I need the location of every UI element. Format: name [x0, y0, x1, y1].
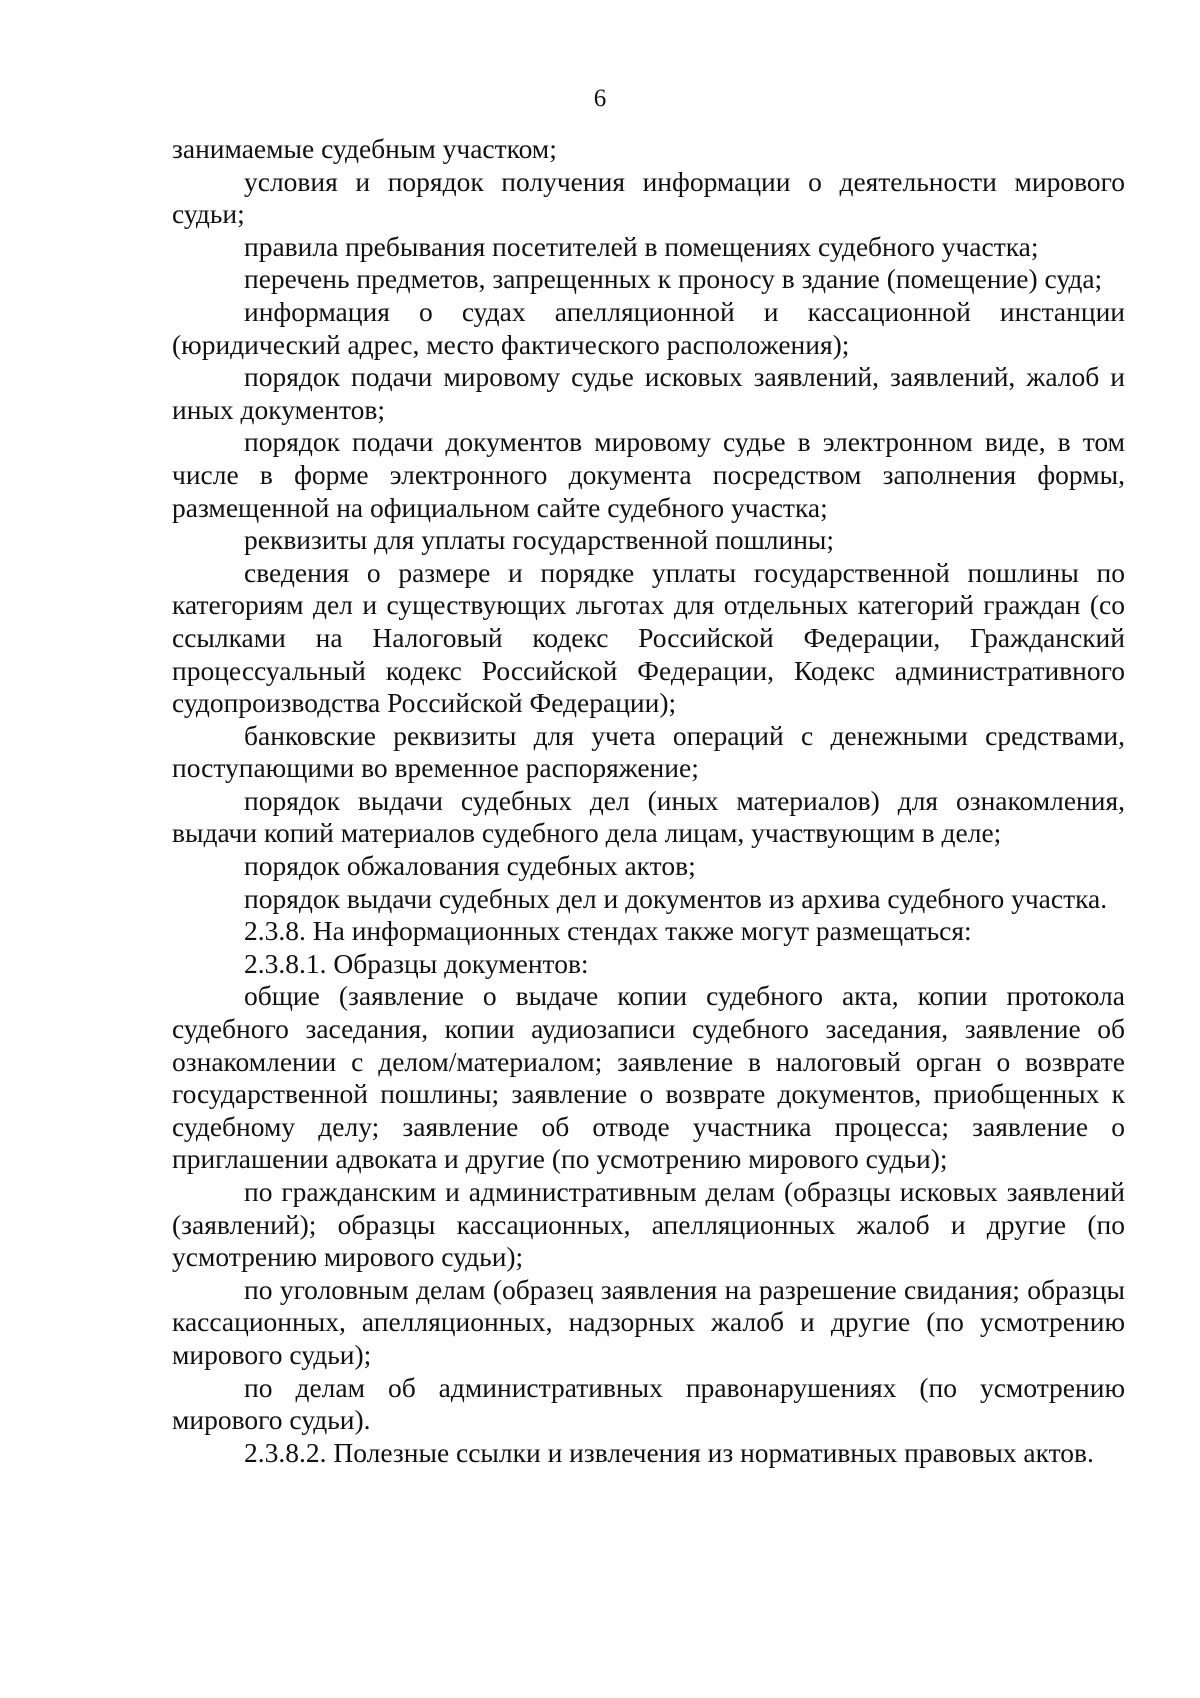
paragraph: реквизиты для уплаты государственной пошлины; [244, 524, 835, 556]
paragraph: порядок подачи документов мировому судье в электронном виде, в том числе в форме электронного документа посредством заполнения формы, размещенной на официальном сайте судебного участка; [172, 426, 1125, 523]
paragraph: банковские реквизиты для учета операций с денежными средствами, поступающими во временное распоряжение; [172, 719, 1125, 784]
paragraph: по гражданским и административным делам (образцы исковых заявлений (заявлений); образцы кассационных, апелляционных жалоб и другие (по усмотрению мирового судьи); [172, 1176, 1125, 1273]
section-heading-2-3-8: 2.3.8. На информационных стендах также могут размещаться: [244, 915, 972, 947]
paragraph: порядок выдачи судебных дел (иных материалов) для ознакомления, выдачи копий материалов судебного дела лицам, участвующим в деле; [172, 784, 1125, 849]
section-heading-2-3-8-2: 2.3.8.2. Полезные ссылки и извлечения из нормативных правовых актов. [244, 1436, 1094, 1468]
paragraph: по уголовным делам (образец заявления на разрешение свидания; образцы кассационных, апелляционных, надзорных жалоб и другие (по усмотрению мирового судьи); [172, 1273, 1125, 1370]
paragraph: правила пребывания посетителей в помещениях судебного участка; [244, 230, 1039, 262]
paragraph: по делам об административных правонарушениях (по усмотрению мирового судьи). [172, 1371, 1125, 1436]
paragraph: порядок подачи мировому судье исковых заявлений, заявлений, жалоб и иных документов; [172, 361, 1125, 425]
paragraph-continuation: занимаемые судебным участком; [172, 133, 557, 164]
paragraph: сведения о размере и порядке уплаты государственной пошлины по категориям дел и существующих льготах для отдельных категорий граждан (со ссылками на Налоговый кодекс Российской Федерации, Гражданский процессуальный кодекс Российской Федерации, Кодекс административного судопроизводства Российской Федерации); [172, 556, 1125, 719]
paragraph: общие (заявление о выдаче копии судебного акта, копии протокола судебного заседания, копии аудиозаписи судебного заседания, заявление об ознакомлении с делом/материалом; заявление в налоговый орган о возврате государственной пошлины; заявление о возврате документов, приобщенных к судебному делу; заявление об отводе участника процесса; заявление о приглашении адвоката и другие (по усмотрению мирового судьи); [172, 980, 1125, 1175]
paragraph: информация о судах апелляционной и кассационной инстанции (юридический адрес, место фактического расположения); [172, 295, 1125, 360]
page-number: 6 [593, 85, 607, 112]
paragraph: порядок выдачи судебных дел и документов из архива судебного участка. [244, 882, 1108, 914]
section-heading-2-3-8-1: 2.3.8.1. Образцы документов: [244, 947, 589, 979]
paragraph: перечень предметов, запрещенных к проносу в здание (помещение) суда; [244, 263, 1103, 295]
document-body [172, 133, 1125, 1469]
paragraph: условия и порядок получения информации о деятельности мирового судьи; [172, 165, 1125, 230]
paragraph: порядок обжалования судебных актов; [244, 850, 696, 882]
